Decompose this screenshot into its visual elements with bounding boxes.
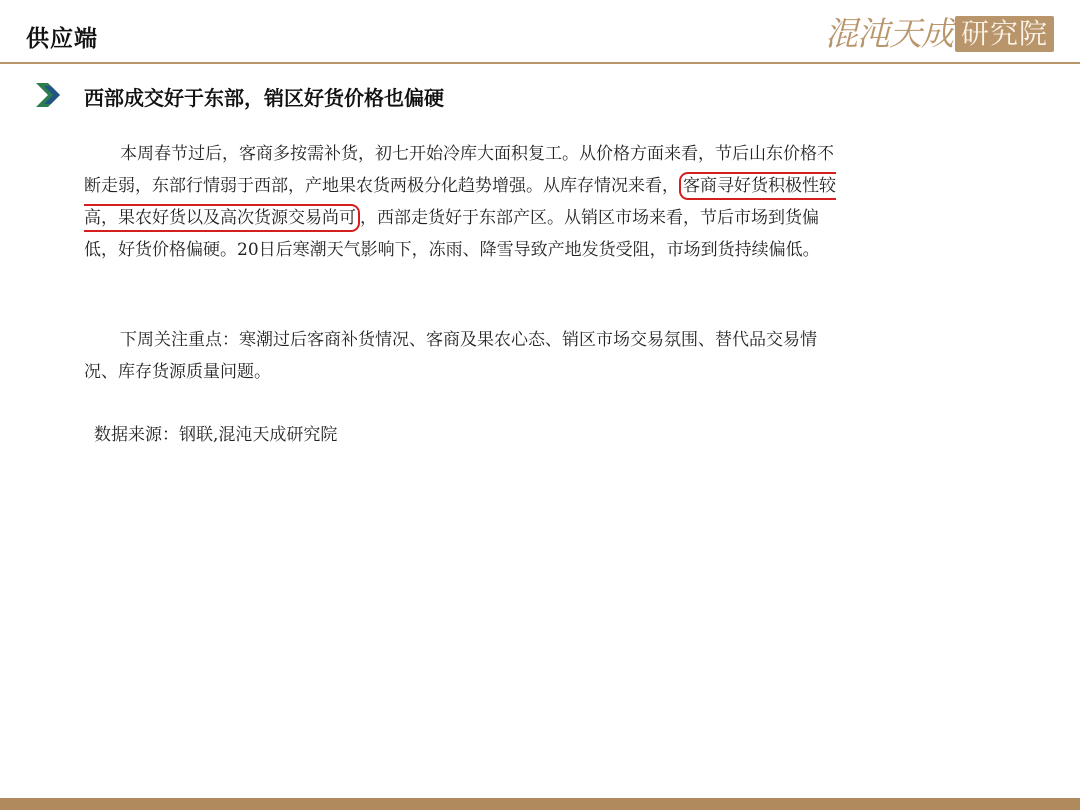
brand-logo (825, 14, 1054, 54)
logo-text: 混沌天成 (824, 14, 953, 53)
header-divider (0, 62, 1080, 64)
paragraph-text-before: 本周春节过后，客商多按需补货，初七开始冷库大面积复工。从价格方面来看，节后山东价格不断走弱，东部行情弱于西部，产地果农货两极分化趋势增强。从库存情况来看， (84, 144, 834, 196)
page-title: 供应端 (26, 26, 98, 52)
data-source-note: 数据来源：钢联,混沌天成研究院 (94, 425, 338, 445)
footer-bar (0, 798, 1080, 810)
logo-seal: 研究院 (955, 16, 1054, 52)
chevron-right-icon (36, 83, 66, 107)
section-heading: 西部成交好于东部，销区好货价格也偏硬 (84, 86, 444, 110)
paragraph-next-week-focus: 下周关注重点：寒潮过后客商补货情况、客商及果农心态、销区市场交易氛围、替代品交易情况、库存货源质量问题。 (84, 330, 817, 382)
paragraph-summary (84, 138, 844, 266)
highlighted-text: 客商寻好货积极性较高，果农好货以及高次货源交易尚可 (84, 172, 836, 232)
paragraph-text-after: ，西部走货好于东部产区。从销区市场来看，节后市场到货偏低，好货价格偏硬。20日后寒潮天气影响下，冻雨、降雪导致产地发货受阻，市场到货持续偏低。 (84, 208, 820, 260)
